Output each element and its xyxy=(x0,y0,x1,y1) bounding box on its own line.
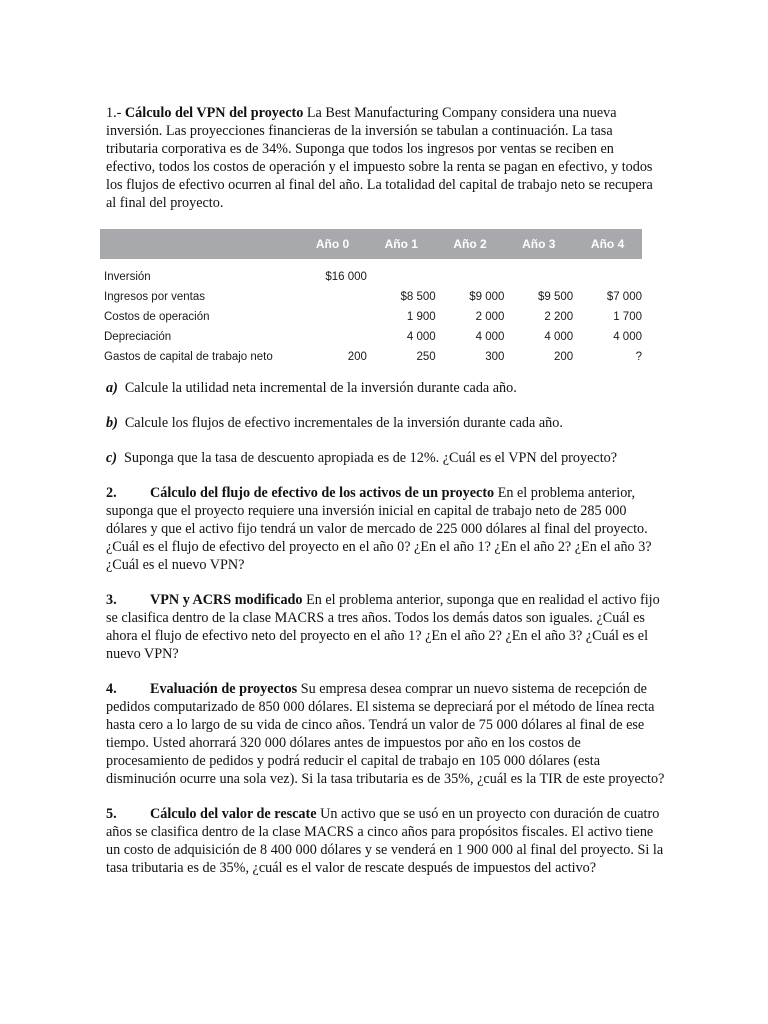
table-row xyxy=(100,307,642,327)
table-cell xyxy=(436,259,505,287)
problem-2-paragraph xyxy=(106,484,666,574)
table-cell: 4 000 xyxy=(475,331,505,343)
row-label: Gastos de capital de trabajo neto xyxy=(104,351,273,363)
table-header-blank xyxy=(100,229,298,259)
problem-4-title: Evaluación de proyectos xyxy=(150,681,298,697)
table-cell: 4 000 xyxy=(613,331,642,343)
table-cell: 2 000 xyxy=(475,311,505,323)
table-cell: $7 000 xyxy=(606,291,642,303)
problem-2-number: 2. xyxy=(106,485,117,501)
financial-projections-table xyxy=(100,229,642,367)
problem-3-title: VPN y ACRS modificado xyxy=(150,592,303,608)
table-cell: 300 xyxy=(485,351,505,363)
problem-3-number: 3. xyxy=(106,592,117,608)
table-cell: 4 000 xyxy=(406,331,436,343)
problem-3-text: En el problema anterior, suponga que en realidad el activo fijo se clasifica dentro de la clase MACRS a tres años. Todos los demás datos son iguales. ¿Cuál es ahora el flujo de efectivo neto del proyecto en el año 1? ¿En el año 2? ¿En el año 3? ¿Cuál es el nuevo VPN? xyxy=(106,592,660,662)
row-label: Inversión xyxy=(104,271,151,283)
problem-5-paragraph xyxy=(106,805,666,877)
table-cell: $16 000 xyxy=(325,271,367,283)
table-cell: $9 500 xyxy=(538,291,574,303)
table-cell xyxy=(573,259,642,287)
table-cell: 4 000 xyxy=(544,331,574,343)
problem-4-paragraph xyxy=(106,680,666,788)
table-header-row xyxy=(100,229,642,259)
table-cell xyxy=(367,259,436,287)
problem-4-text: Su empresa desea comprar un nuevo sistema de recepción de pedidos computarizado de 850 000 dólares. El sistema se depreciará por el método de línea recta hasta cero a lo largo de su vida de cinco años. Tendrá un valor de 75 000 dólares al final de ese tiempo. Usted ahorrará 320 000 dólares antes de impuestos por año en los costos de procesamiento de pedidos y podrá reducir el capital de trabajo en 105 000 dólares (esta disminución ocurre una sola vez). Si la tasa tributaria es de 35%, ¿cuál es la TIR de este proyecto? xyxy=(106,681,665,787)
problem-1-paragraph xyxy=(106,104,666,212)
table-cell: ? xyxy=(635,351,642,363)
table-row xyxy=(100,287,642,307)
table-header-year-2: Año 2 xyxy=(436,229,505,259)
problem-5-title: Cálculo del valor de rescate xyxy=(150,806,317,822)
problem-2-text: En el problema anterior, suponga que el proyecto requiere una inversión inicial en capital de trabajo neto de 285 000 dólares y que el activo fijo tendrá un valor de mercado de 225 000 dólares al final del proyecto. ¿Cuál es el flujo de efectivo del proyecto en el año 0? ¿En el año 1? ¿En el año 2? ¿En el año 3? ¿Cuál es el nuevo VPN? xyxy=(106,485,652,573)
problem-1-title: Cálculo del VPN del proyecto xyxy=(124,105,304,121)
table-cell: 1 900 xyxy=(406,311,436,323)
table-header-year-0: Año 0 xyxy=(298,229,367,259)
problem-5-number: 5. xyxy=(106,806,117,822)
problem-3-paragraph xyxy=(106,591,666,663)
table-cell xyxy=(298,287,367,307)
question-b-letter: b) xyxy=(106,415,118,431)
question-c-letter: c) xyxy=(106,450,118,466)
table-cell: 200 xyxy=(554,351,574,363)
question-b xyxy=(106,414,666,432)
table-cell: $8 500 xyxy=(400,291,436,303)
table-row xyxy=(100,347,642,367)
table-cell: 2 200 xyxy=(544,311,574,323)
question-a-text: Calcule la utilidad neta incremental de la inversión durante cada año. xyxy=(124,380,517,396)
problem-2-title: Cálculo del flujo de efectivo de los activos de un proyecto xyxy=(150,485,495,501)
table-row xyxy=(100,327,642,347)
problem-4-number: 4. xyxy=(106,681,117,697)
table-cell: 1 700 xyxy=(613,311,642,323)
question-a-letter: a) xyxy=(106,380,118,396)
table-cell: $9 000 xyxy=(469,291,505,303)
table-cell xyxy=(298,327,367,347)
table-cell xyxy=(298,307,367,327)
table-cell: 250 xyxy=(416,351,436,363)
problem-1-text: La Best Manufacturing Company considera una nueva inversión. Las proyecciones financieras de la inversión se tabulan a continuación. La tasa tributaria corporativa es de 34%. Suponga que todos los ingresos por ventas se reciben en efectivo, todos los costos de operación y el impuesto sobre la renta se pagan en efectivo, y todos los flujos de efectivo ocurren al final del año. La totalidad del capital de trabajo neto se recupera al final del proyecto. xyxy=(106,105,653,211)
table-header-year-3: Año 3 xyxy=(504,229,573,259)
table-header-year-1: Año 1 xyxy=(367,229,436,259)
row-label: Depreciación xyxy=(104,331,172,343)
document-page xyxy=(106,104,666,877)
table-row xyxy=(100,259,642,287)
table-cell xyxy=(504,259,573,287)
problem-1-number: 1.- xyxy=(106,105,122,121)
table-header-year-4: Año 4 xyxy=(573,229,642,259)
problem-5-text: Un activo que se usó en un proyecto con duración de cuatro años se clasifica dentro de la clase MACRS a cinco años para propósitos fiscales. El activo tiene un costo de adquisición de 8 400 000 dólares y se venderá en 1 900 000 al final del proyecto. Si la tasa tributaria es de 35%, ¿cuál es el valor de rescate después de impuestos del activo? xyxy=(106,806,664,876)
row-label: Costos de operación xyxy=(104,311,210,323)
row-label: Ingresos por ventas xyxy=(104,291,206,303)
table-cell: 200 xyxy=(347,351,367,363)
question-c-text: Suponga que la tasa de descuento apropiada es de 12%. ¿Cuál es el VPN del proyecto? xyxy=(124,450,618,466)
question-c xyxy=(106,449,666,467)
question-a xyxy=(106,379,666,397)
question-b-text: Calcule los flujos de efectivo incrementales de la inversión durante cada año. xyxy=(124,415,563,431)
